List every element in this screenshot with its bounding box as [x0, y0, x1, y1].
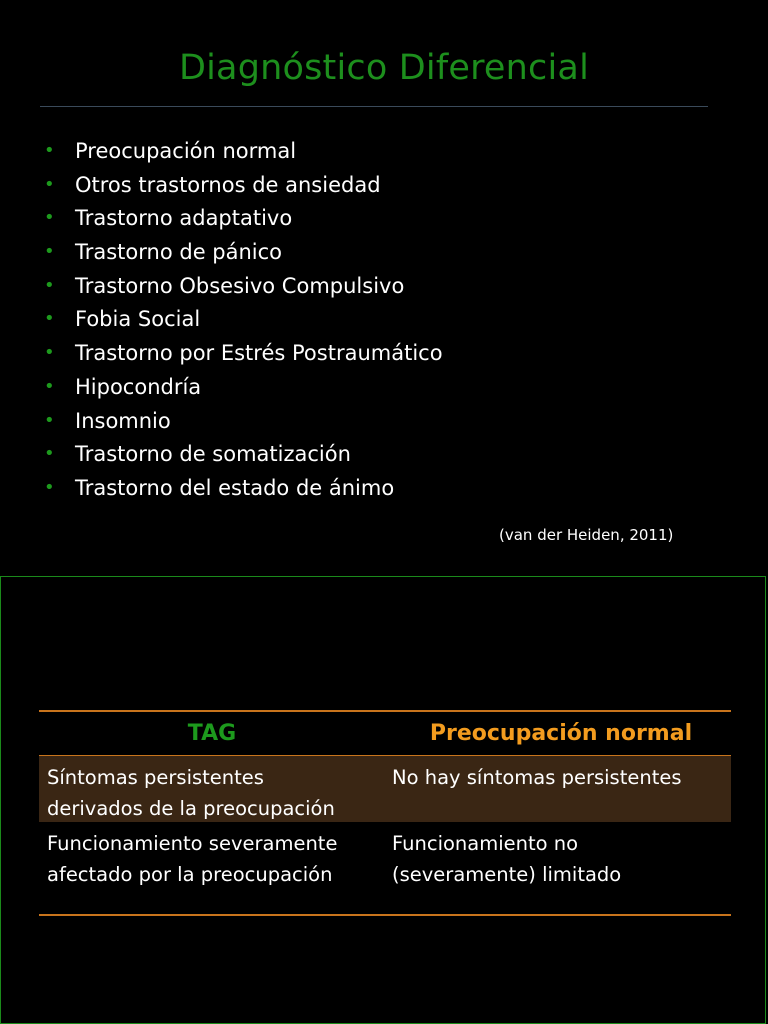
list-item	[44, 304, 443, 338]
bullet-icon: •	[44, 308, 55, 330]
list-item-text: Trastorno adaptativo	[75, 206, 293, 231]
list-item-text: Trastorno Obsesivo Compulsivo	[75, 273, 405, 298]
table-cell: No hay síntomas persistentes	[392, 766, 682, 789]
list-item	[44, 338, 443, 372]
bullet-icon: •	[44, 241, 55, 263]
bullet-icon: •	[44, 140, 55, 161]
list-item-text: Trastorno de somatización	[75, 442, 351, 467]
table-bottom-rule	[39, 914, 731, 916]
table-cell: Síntomas persistentes derivados de la preocupación	[47, 766, 335, 820]
list-item-text: Fobia Social	[75, 307, 201, 332]
bullet-icon: •	[44, 375, 55, 397]
list-item	[44, 439, 443, 473]
list-item-text: Trastorno por Estrés Postraumático	[75, 341, 443, 366]
bullet-icon: •	[44, 476, 55, 498]
list-item	[44, 473, 443, 507]
table-header-row	[39, 713, 731, 755]
list-item	[44, 406, 443, 440]
title-divider	[40, 106, 708, 107]
citation: (van der Heiden, 2011)	[499, 526, 674, 544]
bullet-icon: •	[44, 443, 55, 465]
list-item	[44, 170, 443, 204]
list-item	[44, 237, 443, 271]
bullet-icon: •	[44, 409, 55, 431]
bullet-icon: •	[44, 274, 55, 296]
list-item	[44, 136, 443, 170]
slide-comparison-table	[0, 576, 766, 1024]
list-item-text: Trastorno de pánico	[75, 240, 283, 265]
bullet-icon: •	[44, 207, 55, 229]
list-item-text: Trastorno del estado de ánimo	[75, 475, 395, 500]
list-item-text: Otros trastornos de ansiedad	[75, 172, 381, 197]
table-row	[39, 756, 731, 822]
diagnosis-list	[44, 136, 443, 507]
table-row	[39, 822, 731, 914]
list-item	[44, 372, 443, 406]
list-item	[44, 271, 443, 305]
bullet-icon: •	[44, 173, 55, 195]
table-top-rule	[39, 710, 731, 712]
table-header-tag: TAG	[187, 721, 237, 746]
list-item	[44, 203, 443, 237]
list-item-text: Preocupación normal	[75, 139, 297, 163]
slide-title: Diagnóstico Diferencial	[178, 48, 589, 88]
table-header-normal-worry: Preocupación normal	[429, 721, 693, 746]
list-item-text: Insomnio	[75, 408, 171, 433]
list-item-text: Hipocondría	[75, 374, 202, 399]
table-cell: Funcionamiento no (severamente) limitado	[392, 832, 622, 886]
bullet-icon: •	[44, 342, 55, 364]
table-cell: Funcionamiento severamente afectado por la preocupación	[47, 832, 338, 886]
